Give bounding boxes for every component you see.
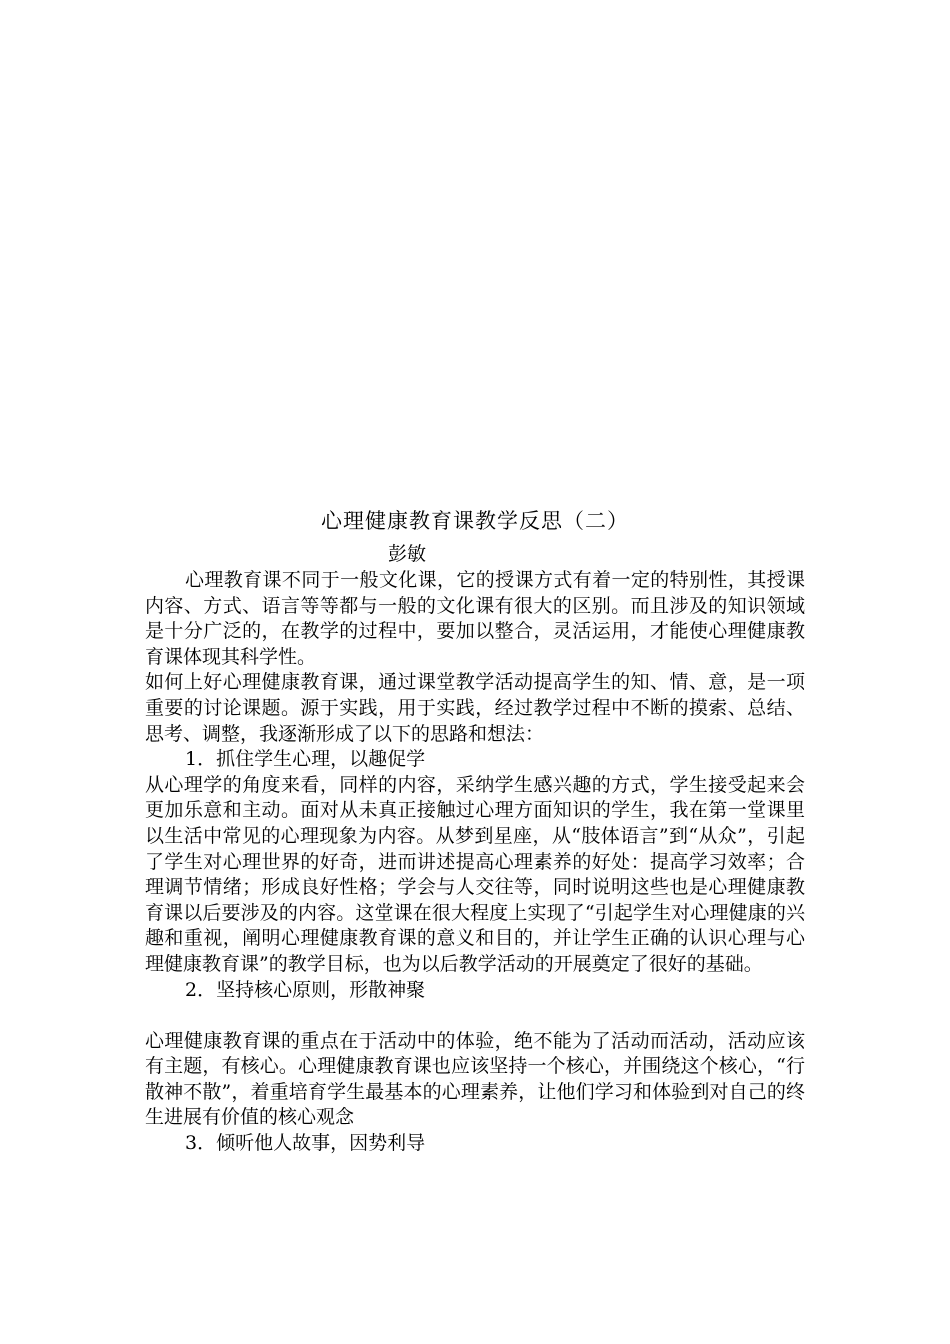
section-heading-2: 2．坚持核心原则，形散神聚 bbox=[185, 978, 426, 1001]
blank-line bbox=[145, 1003, 805, 1029]
paragraph-question: 如何上好心理健康教育课，通过课堂教学活动提高学生的知、情、意，是一项重要的讨论课题。源于实践，用于实践，经过教学过程中不断的摸索、总结、思考、调整，我逐渐形成了以下的思路和想法： bbox=[145, 671, 805, 745]
paragraph-intro: 心理教育课不同于一般文化课，它的授课方式有着一定的特别性，其授课内容、方式、语言等等都与一般的文化课有很大的区别。而且涉及的知识领域是十分广泛的，在教学的过程中，要加以整合，灵活运用，才能使心理健康教育课体现其科学性。 bbox=[145, 569, 805, 668]
section-heading-3: 3．倾听他人故事，因势利导 bbox=[185, 1132, 426, 1155]
document-author: 彭敏 bbox=[388, 543, 427, 565]
paragraph-section-1: 从心理学的角度来看，同样的内容，采纳学生感兴趣的方式，学生接受起来会更加乐意和主动。面对从未真正接触过心理方面知识的学生，我在第一堂课里以生活中常见的心理现象为内容。从梦到星座，从“肢体语言”到“从众”，引起了学生对心理世界的好奇，进而讲述提高心理素养的好处：提高学习效率；合理调节情绪；形成良好性格；学会与人交往等，同时说明这些也是心理健康教育课以后要涉及的内容。这堂课在很大程度上实现了“引起学生对心理健康的兴趣和重视，阐明心理健康教育课的意义和目的，并让学生正确的认识心理与心理健康教育课”的教学目标，也为以后教学活动的开展奠定了很好的基础。 bbox=[145, 773, 805, 975]
document-title: 心理健康教育课教学反思（二） bbox=[321, 509, 629, 533]
document-body bbox=[145, 568, 805, 1157]
paragraph-section-2: 心理健康教育课的重点在于活动中的体验，绝不能为了活动而活动，活动应该有主题，有核心。心理健康教育课也应该坚持一个核心，并围绕这个核心，“行散神不散”，着重培育学生最基本的心理素养，让他们学习和体验到对自己的终生进展有价值的核心观念 bbox=[145, 1029, 805, 1129]
section-heading-1: 1．抓住学生心理，以趣促学 bbox=[185, 748, 426, 771]
